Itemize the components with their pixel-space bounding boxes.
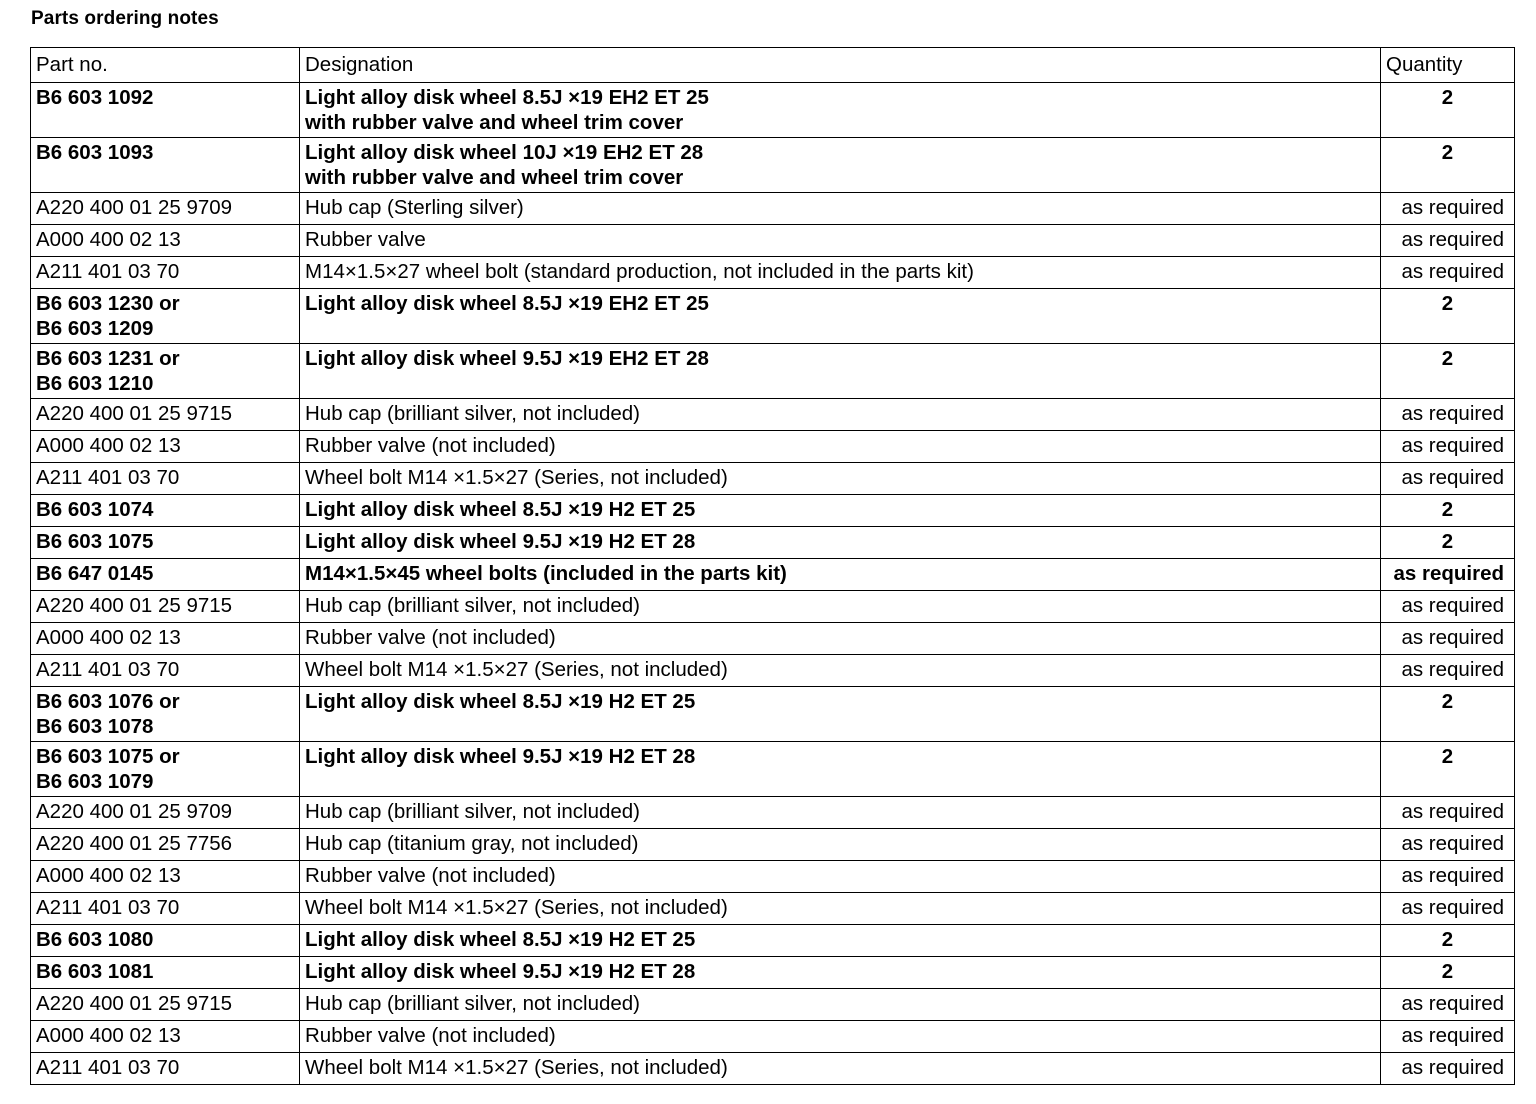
header-designation: Designation xyxy=(300,48,1381,83)
part-number-cell xyxy=(31,138,300,193)
quantity-cell: 2 xyxy=(1381,495,1515,527)
quantity-cell: as required xyxy=(1381,431,1515,463)
designation-text: Hub cap (Sterling silver) xyxy=(305,196,524,219)
part-number-cell xyxy=(31,861,300,893)
designation-cell xyxy=(300,957,1381,989)
quantity-cell: as required xyxy=(1381,559,1515,591)
designation-text: Rubber valve (not included) xyxy=(305,434,556,457)
parts-table xyxy=(30,47,1515,1085)
part-number-cell xyxy=(31,829,300,861)
part-number-cell xyxy=(31,257,300,289)
designation-cell xyxy=(300,925,1381,957)
table-row xyxy=(31,559,1515,591)
part-number: B6 603 1078 xyxy=(36,715,154,738)
designation-text: Light alloy disk wheel 8.5J ×19 H2 ET 25 xyxy=(305,928,696,951)
designation-cell xyxy=(300,463,1381,495)
part-number: B6 603 1230 or xyxy=(36,292,180,315)
quantity-cell: 2 xyxy=(1381,742,1515,797)
designation-cell xyxy=(300,399,1381,431)
designation-text: Light alloy disk wheel 8.5J ×19 EH2 ET 25 xyxy=(305,86,709,109)
table-row xyxy=(31,431,1515,463)
designation-cell xyxy=(300,344,1381,399)
designation-cell xyxy=(300,655,1381,687)
header-part-no: Part no. xyxy=(31,48,300,83)
designation-cell xyxy=(300,289,1381,344)
table-row xyxy=(31,742,1515,797)
table-row xyxy=(31,893,1515,925)
part-number-cell xyxy=(31,193,300,225)
designation-text: Light alloy disk wheel 9.5J ×19 H2 ET 28 xyxy=(305,745,696,768)
designation-cell xyxy=(300,495,1381,527)
part-number-cell xyxy=(31,957,300,989)
designation-text: Rubber valve (not included) xyxy=(305,864,556,887)
part-number: B6 603 1075 or xyxy=(36,745,180,768)
quantity-cell: as required xyxy=(1381,257,1515,289)
part-number-cell xyxy=(31,1021,300,1053)
table-row xyxy=(31,655,1515,687)
part-number: B6 603 1076 or xyxy=(36,690,180,713)
part-number-cell xyxy=(31,893,300,925)
part-number-cell xyxy=(31,797,300,829)
designation-text: Wheel bolt M14 ×1.5×27 (Series, not included) xyxy=(305,466,728,489)
part-number-cell xyxy=(31,623,300,655)
part-number: B6 603 1074 xyxy=(36,498,154,521)
quantity-cell: as required xyxy=(1381,797,1515,829)
designation-text: Hub cap (brilliant silver, not included) xyxy=(305,402,640,425)
part-number-cell xyxy=(31,399,300,431)
part-number: A000 400 02 13 xyxy=(36,864,181,887)
part-number-cell xyxy=(31,687,300,742)
part-number: B6 647 0145 xyxy=(36,562,154,585)
quantity-cell: as required xyxy=(1381,399,1515,431)
part-number: A000 400 02 13 xyxy=(36,1024,181,1047)
table-row xyxy=(31,463,1515,495)
part-number: A000 400 02 13 xyxy=(36,626,181,649)
designation-text: Hub cap (brilliant silver, not included) xyxy=(305,594,640,617)
part-number-cell xyxy=(31,527,300,559)
quantity-cell: as required xyxy=(1381,623,1515,655)
designation-text: Wheel bolt M14 ×1.5×27 (Series, not included) xyxy=(305,1056,728,1079)
designation-text: Light alloy disk wheel 9.5J ×19 H2 ET 28 xyxy=(305,530,696,553)
table-row xyxy=(31,289,1515,344)
designation-text: with rubber valve and wheel trim cover xyxy=(305,166,684,189)
designation-text: Hub cap (titanium gray, not included) xyxy=(305,832,639,855)
part-number-cell xyxy=(31,925,300,957)
designation-text: M14×1.5×27 wheel bolt (standard production, not included in the parts kit) xyxy=(305,260,974,283)
quantity-cell: 2 xyxy=(1381,138,1515,193)
designation-text: M14×1.5×45 wheel bolts (included in the parts kit) xyxy=(305,562,787,585)
quantity-cell: as required xyxy=(1381,1021,1515,1053)
table-row xyxy=(31,861,1515,893)
quantity-cell: 2 xyxy=(1381,83,1515,138)
designation-cell xyxy=(300,527,1381,559)
part-number: B6 603 1210 xyxy=(36,372,154,395)
part-number: A220 400 01 25 9709 xyxy=(36,196,233,219)
table-row xyxy=(31,829,1515,861)
designation-cell xyxy=(300,431,1381,463)
part-number-cell xyxy=(31,83,300,138)
part-number: A211 401 03 70 xyxy=(36,1056,180,1079)
part-number-cell xyxy=(31,742,300,797)
designation-cell xyxy=(300,989,1381,1021)
designation-text: Wheel bolt M14 ×1.5×27 (Series, not included) xyxy=(305,658,728,681)
quantity-cell: 2 xyxy=(1381,344,1515,399)
table-row xyxy=(31,527,1515,559)
part-number: A220 400 01 25 9715 xyxy=(36,992,233,1015)
table-row xyxy=(31,925,1515,957)
part-number-cell xyxy=(31,591,300,623)
part-number: A211 401 03 70 xyxy=(36,658,180,681)
quantity-cell: as required xyxy=(1381,893,1515,925)
part-number: A220 400 01 25 7756 xyxy=(36,832,233,855)
quantity-cell: as required xyxy=(1381,655,1515,687)
table-row xyxy=(31,399,1515,431)
designation-text: Rubber valve xyxy=(305,228,426,251)
quantity-cell: 2 xyxy=(1381,289,1515,344)
designation-text: Light alloy disk wheel 10J ×19 EH2 ET 28 xyxy=(305,141,704,164)
table-row xyxy=(31,495,1515,527)
designation-cell xyxy=(300,83,1381,138)
table-row xyxy=(31,1021,1515,1053)
parts-table-body xyxy=(31,83,1515,1085)
designation-text: Light alloy disk wheel 9.5J ×19 EH2 ET 28 xyxy=(305,347,709,370)
designation-text: with rubber valve and wheel trim cover xyxy=(305,111,684,134)
designation-text: Rubber valve (not included) xyxy=(305,1024,556,1047)
part-number: A211 401 03 70 xyxy=(36,260,180,283)
part-number: A211 401 03 70 xyxy=(36,896,180,919)
quantity-cell: as required xyxy=(1381,989,1515,1021)
designation-cell xyxy=(300,1021,1381,1053)
table-row xyxy=(31,193,1515,225)
quantity-cell: as required xyxy=(1381,1053,1515,1085)
designation-cell xyxy=(300,591,1381,623)
designation-text: Rubber valve (not included) xyxy=(305,626,556,649)
designation-text: Hub cap (brilliant silver, not included) xyxy=(305,800,640,823)
part-number-cell xyxy=(31,225,300,257)
table-row xyxy=(31,591,1515,623)
designation-cell xyxy=(300,138,1381,193)
table-row xyxy=(31,687,1515,742)
designation-text: Light alloy disk wheel 8.5J ×19 H2 ET 25 xyxy=(305,498,696,521)
table-header-row xyxy=(31,48,1515,83)
quantity-cell: as required xyxy=(1381,463,1515,495)
quantity-cell: 2 xyxy=(1381,527,1515,559)
designation-cell xyxy=(300,193,1381,225)
header-quantity: Quantity xyxy=(1381,48,1515,83)
part-number: A220 400 01 25 9709 xyxy=(36,800,233,823)
part-number-cell xyxy=(31,431,300,463)
part-number: B6 603 1092 xyxy=(36,86,154,109)
part-number: A220 400 01 25 9715 xyxy=(36,594,233,617)
table-row xyxy=(31,623,1515,655)
part-number-cell xyxy=(31,463,300,495)
designation-cell xyxy=(300,742,1381,797)
table-row xyxy=(31,1053,1515,1085)
designation-cell xyxy=(300,893,1381,925)
part-number: A220 400 01 25 9715 xyxy=(36,402,233,425)
table-row xyxy=(31,344,1515,399)
designation-cell xyxy=(300,797,1381,829)
quantity-cell: as required xyxy=(1381,225,1515,257)
quantity-cell: as required xyxy=(1381,193,1515,225)
part-number: A211 401 03 70 xyxy=(36,466,180,489)
table-row xyxy=(31,225,1515,257)
part-number: B6 603 1081 xyxy=(36,960,154,983)
designation-text: Hub cap (brilliant silver, not included) xyxy=(305,992,640,1015)
part-number: B6 603 1079 xyxy=(36,770,154,793)
page-title: Parts ordering notes xyxy=(31,8,219,29)
part-number-cell xyxy=(31,559,300,591)
part-number-cell xyxy=(31,655,300,687)
part-number: A000 400 02 13 xyxy=(36,228,181,251)
designation-cell xyxy=(300,687,1381,742)
designation-cell xyxy=(300,257,1381,289)
quantity-cell: as required xyxy=(1381,829,1515,861)
designation-text: Wheel bolt M14 ×1.5×27 (Series, not included) xyxy=(305,896,728,919)
designation-cell xyxy=(300,1053,1381,1085)
quantity-cell: 2 xyxy=(1381,957,1515,989)
part-number-cell xyxy=(31,989,300,1021)
part-number: B6 603 1075 xyxy=(36,530,154,553)
designation-text: Light alloy disk wheel 9.5J ×19 H2 ET 28 xyxy=(305,960,696,983)
designation-cell xyxy=(300,623,1381,655)
table-row xyxy=(31,138,1515,193)
part-number-cell xyxy=(31,289,300,344)
table-row xyxy=(31,797,1515,829)
part-number: B6 603 1093 xyxy=(36,141,154,164)
part-number: B6 603 1231 or xyxy=(36,347,180,370)
part-number: B6 603 1080 xyxy=(36,928,154,951)
designation-text: Light alloy disk wheel 8.5J ×19 EH2 ET 25 xyxy=(305,292,709,315)
table-row xyxy=(31,257,1515,289)
table-row xyxy=(31,989,1515,1021)
quantity-cell: as required xyxy=(1381,861,1515,893)
table-row xyxy=(31,83,1515,138)
designation-cell xyxy=(300,225,1381,257)
designation-text: Light alloy disk wheel 8.5J ×19 H2 ET 25 xyxy=(305,690,696,713)
designation-cell xyxy=(300,829,1381,861)
part-number-cell xyxy=(31,1053,300,1085)
part-number-cell xyxy=(31,495,300,527)
designation-cell xyxy=(300,559,1381,591)
part-number-cell xyxy=(31,344,300,399)
quantity-cell: 2 xyxy=(1381,687,1515,742)
designation-cell xyxy=(300,861,1381,893)
table-row xyxy=(31,957,1515,989)
quantity-cell: as required xyxy=(1381,591,1515,623)
part-number: B6 603 1209 xyxy=(36,317,154,340)
quantity-cell: 2 xyxy=(1381,925,1515,957)
part-number: A000 400 02 13 xyxy=(36,434,181,457)
